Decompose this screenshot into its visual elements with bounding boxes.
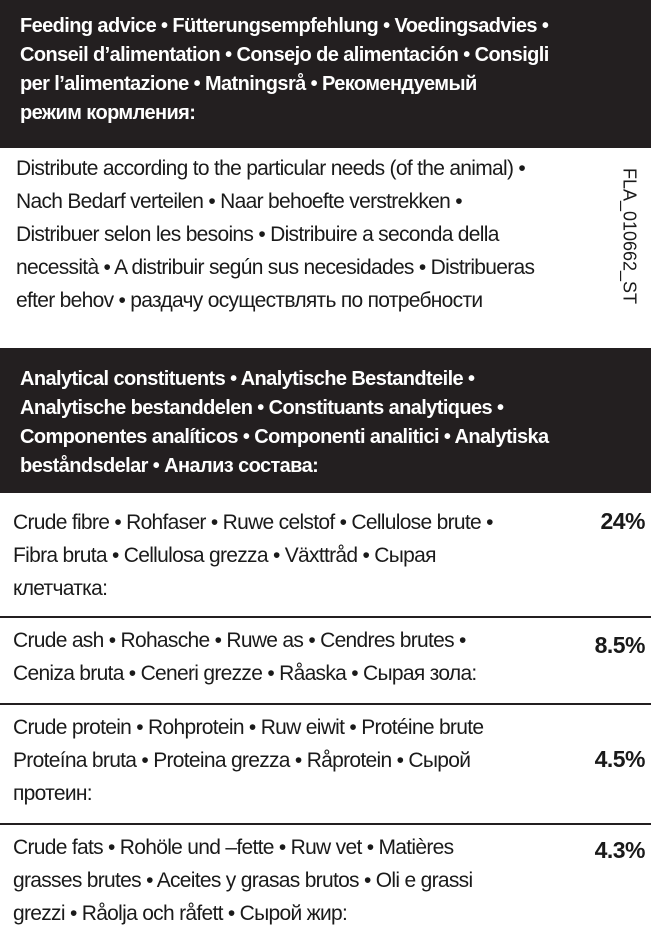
text-line: grasses brutes • Aceites y grasas brutos • Oli e grassi (13, 869, 473, 892)
text-line: Nach Bedarf verteilen • Naar behoefte verstrekken • (16, 190, 462, 213)
text-line: Distribuer selon les besoins • Distribuire a seconda della (16, 223, 499, 246)
heading-line: Feeding advice • Fütterungsempfehlung • Voedingsadvies • (20, 15, 549, 37)
constituent-row-crude-fibre (0, 506, 651, 616)
feeding-advice-heading (0, 0, 651, 148)
constituent-value: 24% (600, 508, 645, 534)
constituent-label (13, 624, 553, 690)
heading-line: Componentes analíticos • Componenti analitici • Analytiska (20, 426, 549, 448)
feeding-advice-text (16, 152, 576, 317)
constituent-row-crude-ash (0, 624, 651, 704)
row-divider (0, 616, 651, 618)
text-line: Proteína bruta • Proteina grezza • Råprotein • Сырой (13, 749, 471, 772)
text-line: grezzi • Råolja och råfett • Сырой жир: (13, 902, 348, 925)
constituent-value: 4.3% (594, 837, 645, 863)
analytical-constituents-heading (0, 348, 651, 493)
text-line: клетчатка: (13, 577, 108, 600)
text-line: Fibra bruta • Cellulosa grezza • Växttråd • Сырая (13, 544, 436, 567)
constituent-row-crude-protein (0, 711, 651, 821)
text-line: Crude protein • Rohprotein • Ruw eiwit • Protéine brute (13, 716, 484, 739)
row-divider (0, 703, 651, 705)
constituent-label (13, 831, 553, 930)
constituent-value: 8.5% (594, 632, 645, 658)
text-line: necessità • A distribuir según sus necesidades • Distribueras (16, 256, 535, 279)
heading-line: режим кормления: (20, 102, 196, 124)
text-line: Crude fibre • Rohfaser • Ruwe celstof • Cellulose brute • (13, 511, 493, 534)
heading-line: per l’alimentazione • Matningsrå • Рекомендуемый (20, 73, 477, 95)
text-line: Crude fats • Rohöle und –fette • Ruw vet • Matières (13, 836, 454, 859)
constituent-label (13, 711, 553, 810)
constituent-value: 4.5% (594, 746, 645, 772)
constituent-label (13, 506, 553, 605)
constituent-row-crude-fats (0, 831, 651, 943)
text-line: Ceniza bruta • Ceneri grezze • Råaska • Сырая зола: (13, 662, 477, 685)
heading-line: Analytische bestanddelen • Constituants analytiques • (20, 397, 504, 419)
heading-line: beståndsdelar • Анализ состава: (20, 455, 319, 477)
heading-line: Analytical constituents • Analytische Bestandteile • (20, 368, 475, 390)
text-line: Crude ash • Rohasche • Ruwe as • Cendres brutes • (13, 629, 466, 652)
row-divider (0, 823, 651, 825)
text-line: протеин: (13, 782, 92, 805)
heading-line: Conseil d’alimentation • Consejo de alimentación • Consigli (20, 44, 549, 66)
text-line: Distribute according to the particular needs (of the animal) • (16, 157, 526, 180)
text-line: efter behov • раздачу осуществлять по потребности (16, 289, 483, 312)
product-code: FLA_010662_ST (619, 167, 640, 305)
